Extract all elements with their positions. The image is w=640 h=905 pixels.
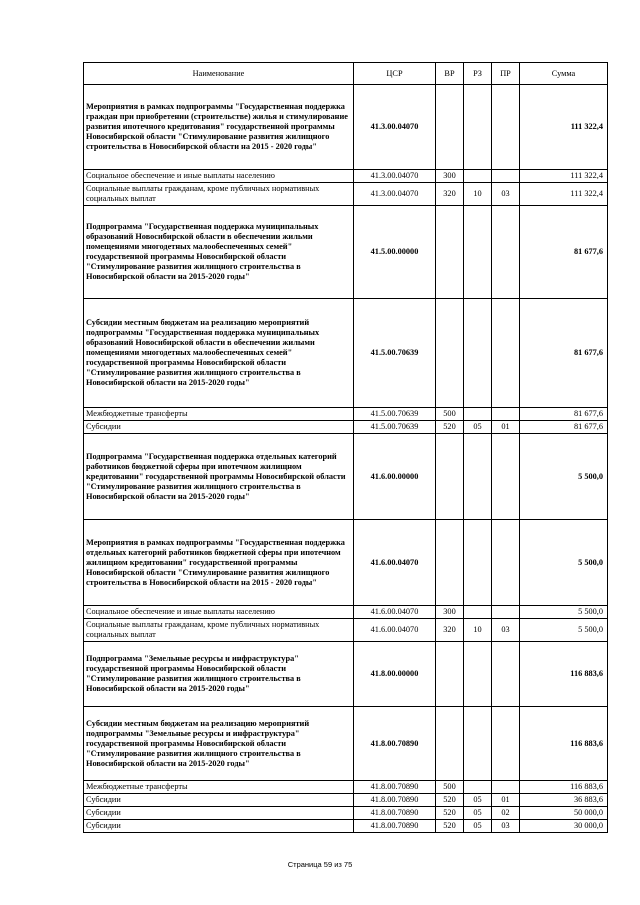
cell-pr (492, 206, 520, 299)
cell-csr: 41.6.00.04070 (354, 619, 436, 642)
table-row (84, 520, 608, 606)
cell-vr: 300 (436, 170, 464, 183)
table-row (84, 421, 608, 434)
table-row (84, 820, 608, 833)
cell-sum: 116 883,6 (520, 642, 608, 707)
cell-csr: 41.5.00.70639 (354, 408, 436, 421)
cell-sum: 36 883,6 (520, 794, 608, 807)
cell-rz (464, 434, 492, 520)
cell-pr (492, 606, 520, 619)
table-row (84, 206, 608, 299)
cell-csr: 41.6.00.00000 (354, 434, 436, 520)
cell-rz: 10 (464, 619, 492, 642)
cell-name: Подпрограмма "Земельные ресурсы и инфраструктура" государственной программы Новосибирской области "Стимулирование развития жилищного строительства в Новосибирской области на 2015-2020 годы" (84, 642, 354, 707)
table-row (84, 807, 608, 820)
cell-rz: 05 (464, 794, 492, 807)
cell-pr: 03 (492, 183, 520, 206)
cell-rz (464, 170, 492, 183)
cell-csr: 41.8.00.70890 (354, 707, 436, 781)
cell-sum: 116 883,6 (520, 781, 608, 794)
cell-rz (464, 707, 492, 781)
cell-pr (492, 434, 520, 520)
cell-vr: 520 (436, 794, 464, 807)
cell-name: Субсидии (84, 820, 354, 833)
cell-name: Межбюджетные трансферты (84, 781, 354, 794)
cell-name: Социальные выплаты гражданам, кроме публичных нормативных социальных выплат (84, 183, 354, 206)
cell-rz: 05 (464, 820, 492, 833)
cell-csr: 41.8.00.70890 (354, 794, 436, 807)
cell-csr: 41.5.00.00000 (354, 206, 436, 299)
cell-vr (436, 642, 464, 707)
cell-pr (492, 299, 520, 408)
cell-vr (436, 707, 464, 781)
table-row (84, 707, 608, 781)
cell-pr: 03 (492, 619, 520, 642)
cell-vr: 320 (436, 183, 464, 206)
cell-name: Подпрограмма "Государственная поддержка муниципальных образований Новосибирской области в обеспечении жильми помещениями многодетных малообеспеченных семей" государственной программы Новосибирской области "Стимулирование развития жилищного строительства в Новосибирской области на 2015-2020 годы" (84, 206, 354, 299)
cell-pr (492, 520, 520, 606)
cell-name: Субсидии (84, 807, 354, 820)
cell-vr: 500 (436, 781, 464, 794)
cell-sum: 5 500,0 (520, 520, 608, 606)
cell-vr (436, 520, 464, 606)
cell-pr (492, 707, 520, 781)
cell-pr (492, 642, 520, 707)
header-sum: Сумма (520, 63, 608, 85)
budget-table (83, 62, 608, 833)
cell-name: Субсидии местным бюджетам на реализацию мероприятий подпрограммы "Государственная поддержка муниципальных образований Новосибирской области в обеспечении жилыми помещениями многодетных малообеспеченных семей" государственной программы Новосибирской области "Стимулирование развития жилищного строительства в Новосибирской области на 2015-2020 годы" (84, 299, 354, 408)
cell-csr: 41.5.00.70639 (354, 421, 436, 434)
cell-name: Социальное обеспечение и иные выплаты населению (84, 606, 354, 619)
cell-pr: 01 (492, 421, 520, 434)
header-pr: ПР (492, 63, 520, 85)
cell-csr: 41.3.00.04070 (354, 170, 436, 183)
cell-rz (464, 206, 492, 299)
cell-sum: 111 322,4 (520, 170, 608, 183)
cell-pr: 02 (492, 807, 520, 820)
cell-rz: 05 (464, 807, 492, 820)
cell-name: Подпрограмма "Государственная поддержка отдельных категорий работников бюджетной сферы при ипотечном жилищном кредитовании" государственной программы Новосибирской области "Стимулирование развития жилищного строительства в Новосибирской области на 2015-2020 годы" (84, 434, 354, 520)
cell-sum: 81 677,6 (520, 299, 608, 408)
table-row (84, 170, 608, 183)
cell-vr (436, 299, 464, 408)
table-row (84, 642, 608, 707)
cell-name: Субсидии (84, 421, 354, 434)
cell-csr: 41.3.00.04070 (354, 85, 436, 170)
cell-vr: 520 (436, 820, 464, 833)
page-number: Страница 59 из 75 (287, 860, 353, 869)
header-vr: ВР (436, 63, 464, 85)
cell-vr: 320 (436, 619, 464, 642)
cell-pr (492, 170, 520, 183)
table-row (84, 781, 608, 794)
table-header-row (84, 63, 608, 85)
table-row (84, 183, 608, 206)
cell-sum: 81 677,6 (520, 206, 608, 299)
cell-name: Социальные выплаты гражданам, кроме публичных нормативных социальных выплат (84, 619, 354, 642)
cell-rz (464, 408, 492, 421)
cell-vr (436, 434, 464, 520)
cell-pr (492, 85, 520, 170)
table-row (84, 606, 608, 619)
cell-csr: 41.5.00.70639 (354, 299, 436, 408)
cell-sum: 5 500,0 (520, 606, 608, 619)
cell-name: Социальное обеспечение и иные выплаты населению (84, 170, 354, 183)
table-row (84, 794, 608, 807)
table-row (84, 434, 608, 520)
cell-pr (492, 408, 520, 421)
cell-name: Субсидии (84, 794, 354, 807)
cell-name: Субсидии местным бюджетам на реализацию мероприятий подпрограммы "Земельные ресурсы и инфраструктура" государственной программы Новосибирской области "Стимулирование развития жилищного строительства в Новосибирской области на 2015-2020 годы" (84, 707, 354, 781)
table-row (84, 619, 608, 642)
table-row (84, 85, 608, 170)
cell-rz (464, 85, 492, 170)
header-csr: ЦСР (354, 63, 436, 85)
table-row (84, 408, 608, 421)
cell-rz: 05 (464, 421, 492, 434)
cell-sum: 111 322,4 (520, 85, 608, 170)
cell-sum: 81 677,6 (520, 421, 608, 434)
cell-sum: 111 322,4 (520, 183, 608, 206)
header-name: Наименование (84, 63, 354, 85)
cell-name: Мероприятия в рамках подпрограммы "Государственная поддержка граждан при приобретении (строительстве) жилья и стимулирование развития ипотечного кредитования" государственной программы Новосибирской области "Стимулирование развития жилищного строительства в Новосибирской области на 2015 - 2020 годы" (84, 85, 354, 170)
cell-vr: 520 (436, 807, 464, 820)
cell-vr (436, 85, 464, 170)
cell-csr: 41.8.00.00000 (354, 642, 436, 707)
cell-csr: 41.8.00.70890 (354, 807, 436, 820)
cell-sum: 81 677,6 (520, 408, 608, 421)
cell-csr: 41.6.00.04070 (354, 606, 436, 619)
cell-vr: 500 (436, 408, 464, 421)
cell-name: Мероприятия в рамках подпрограммы "Государственная поддержка отдельных категорий работников бюджетной сферы при ипотечном жилищном кредитовании" государственной программы Новосибирской области "Стимулирование развития жилищного строительства в Новосибирской области на 2015 - 2020 годы" (84, 520, 354, 606)
cell-pr: 03 (492, 820, 520, 833)
cell-csr: 41.8.00.70890 (354, 781, 436, 794)
cell-pr: 01 (492, 794, 520, 807)
cell-name: Межбюджетные трансферты (84, 408, 354, 421)
cell-sum: 50 000,0 (520, 807, 608, 820)
cell-rz: 10 (464, 183, 492, 206)
cell-rz (464, 781, 492, 794)
cell-sum: 5 500,0 (520, 619, 608, 642)
cell-vr (436, 206, 464, 299)
cell-csr: 41.8.00.70890 (354, 820, 436, 833)
cell-rz (464, 642, 492, 707)
cell-pr (492, 781, 520, 794)
cell-rz (464, 299, 492, 408)
cell-sum: 5 500,0 (520, 434, 608, 520)
cell-csr: 41.6.00.04070 (354, 520, 436, 606)
cell-vr: 300 (436, 606, 464, 619)
header-rz: РЗ (464, 63, 492, 85)
table-body (84, 85, 608, 833)
table-row (84, 299, 608, 408)
cell-rz (464, 520, 492, 606)
cell-sum: 116 883,6 (520, 707, 608, 781)
cell-vr: 520 (436, 421, 464, 434)
cell-csr: 41.3.00.04070 (354, 183, 436, 206)
cell-sum: 30 000,0 (520, 820, 608, 833)
cell-rz (464, 606, 492, 619)
